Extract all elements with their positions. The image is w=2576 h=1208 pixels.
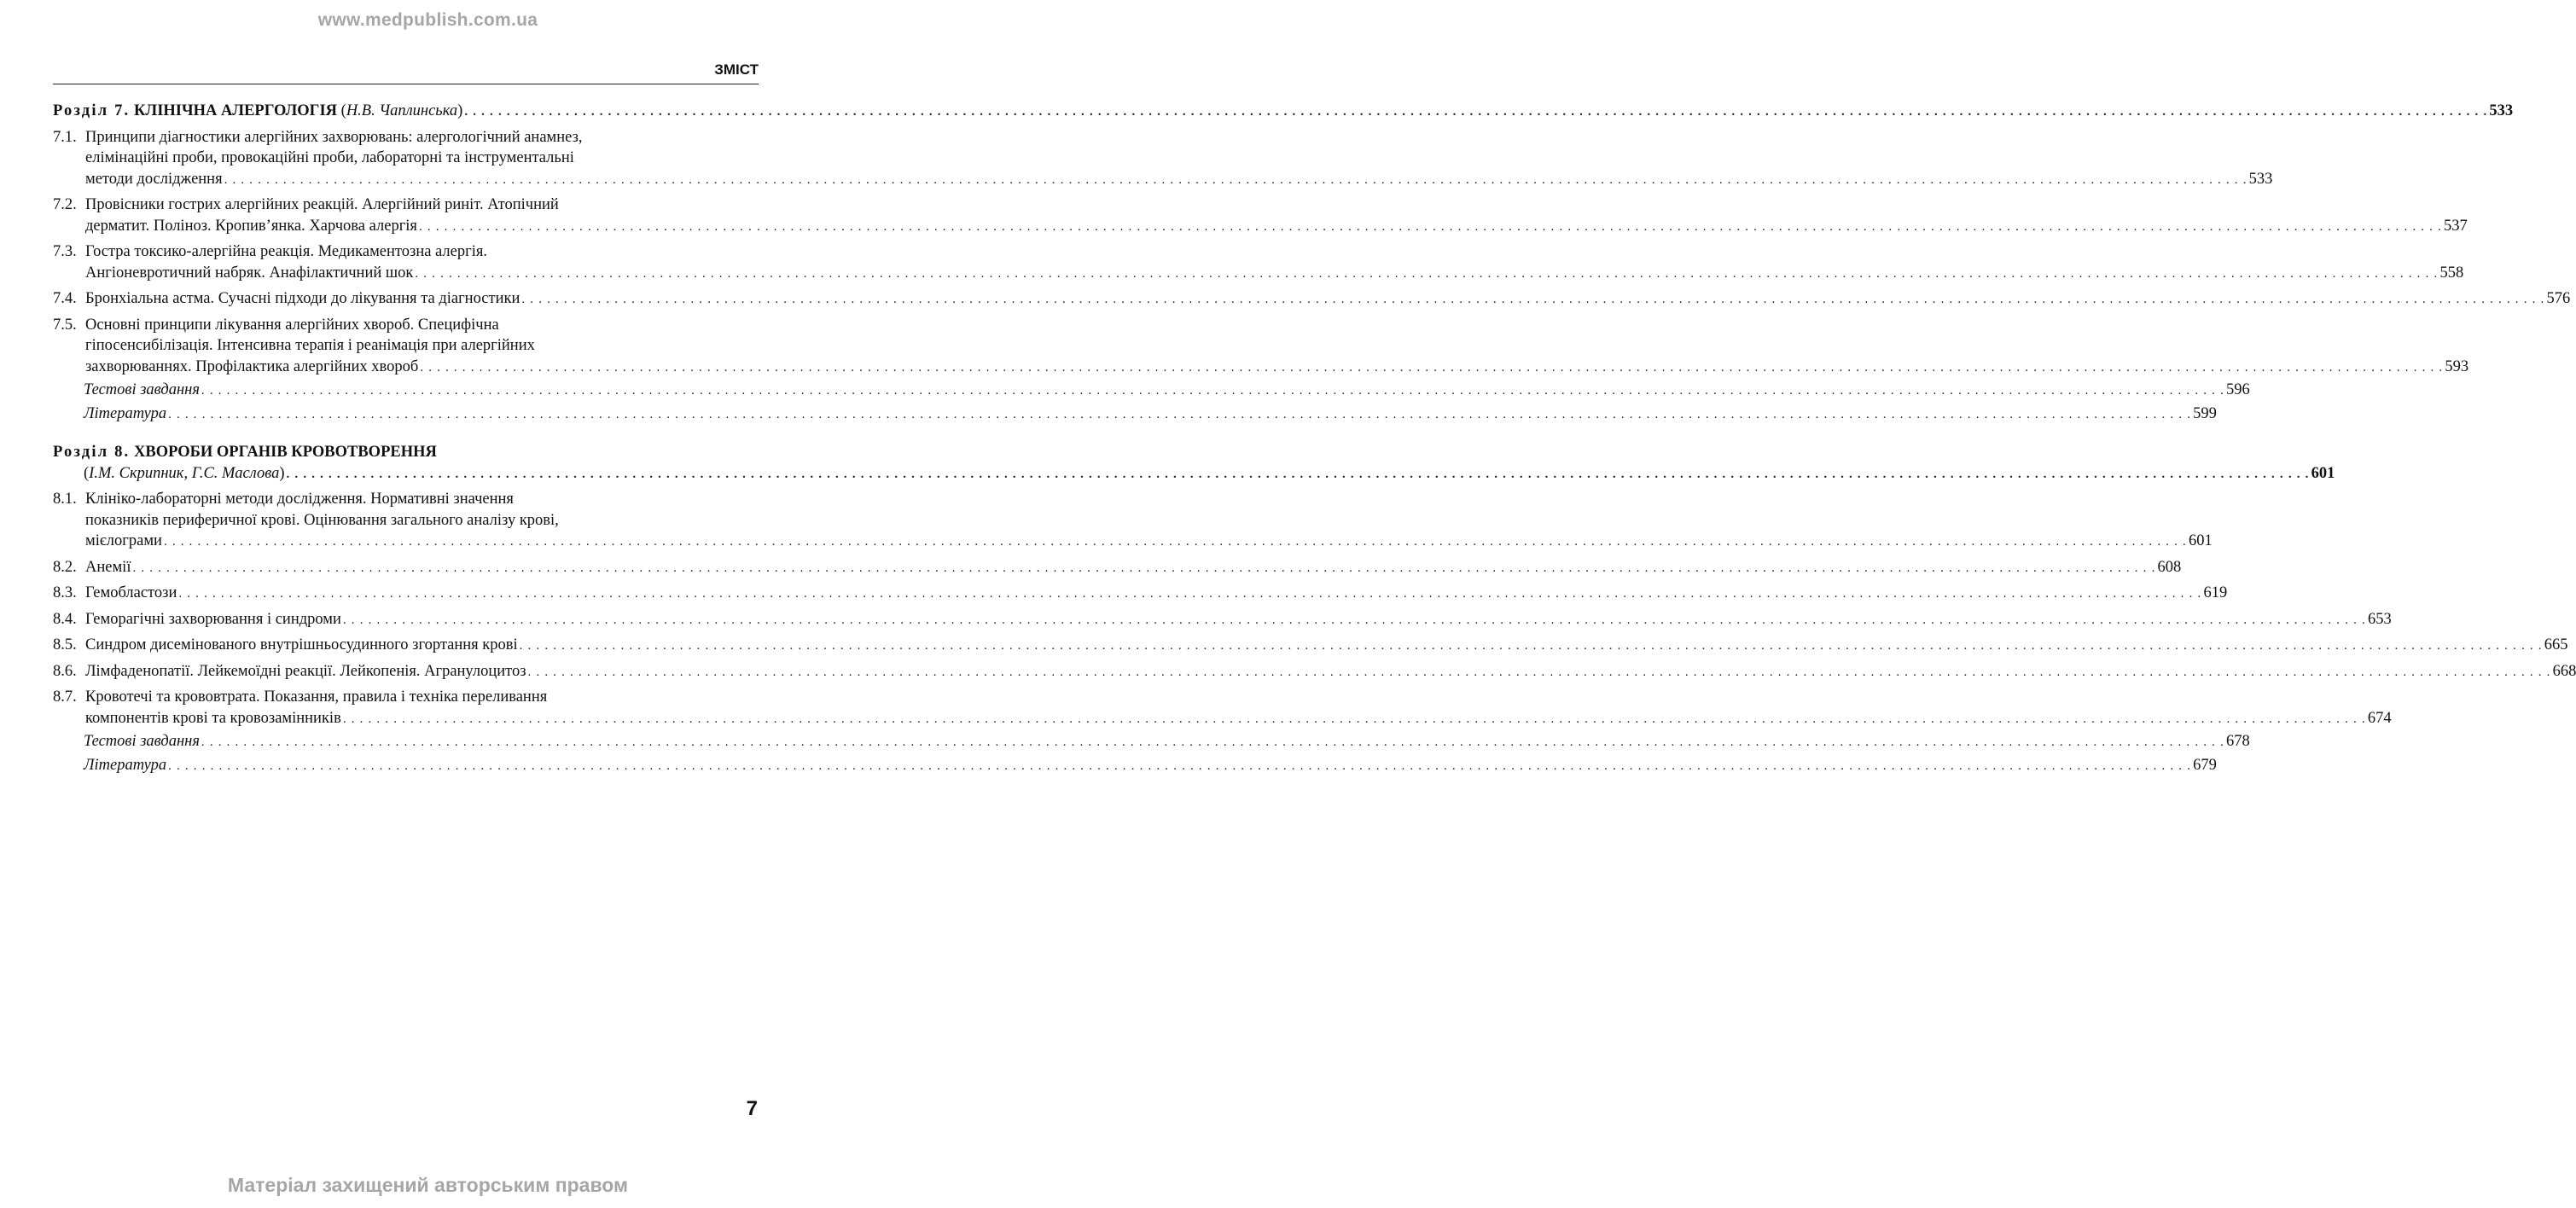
leader-dots xyxy=(419,217,2442,238)
leader-dots xyxy=(224,170,2247,191)
entry-final-line xyxy=(85,288,2570,311)
toc-entry[interactable] xyxy=(53,609,2392,631)
leader-dots xyxy=(521,289,2544,311)
leader-dots xyxy=(168,404,2191,426)
section-7-heading[interactable]: Розділ 7. КЛІНІЧНА АЛЕРГОЛОГІЯ (Н.В. Чаплинська) . . . 533 xyxy=(53,101,759,123)
toc-entry[interactable] xyxy=(53,315,2469,379)
entry-page: 537 xyxy=(2444,217,2468,235)
entry-body xyxy=(85,635,2567,657)
entry-number: 8.4. xyxy=(53,610,77,628)
leader-dots xyxy=(178,584,2201,605)
section-7-entries xyxy=(53,127,2571,379)
entry-final-line xyxy=(85,169,2272,191)
entry-page: 674 xyxy=(2367,709,2392,727)
entry-number: 8.7. xyxy=(53,688,77,706)
toc-entry[interactable] xyxy=(53,557,2182,579)
entry-number: 8.5. xyxy=(53,636,77,653)
toc-entry[interactable] xyxy=(53,635,2568,657)
entry-final-line xyxy=(85,708,2392,730)
entry-body xyxy=(85,127,2272,191)
entry-text-line: методи дослідження xyxy=(85,170,223,188)
entry-final-line xyxy=(85,357,2468,379)
section-gap xyxy=(53,425,759,442)
running-head: ЗМІСТ xyxy=(714,61,759,78)
section-8-tests[interactable] xyxy=(53,731,2250,753)
entry-body xyxy=(85,195,2468,237)
entry-body xyxy=(85,687,2392,729)
entry-final-line xyxy=(85,583,2227,605)
leader-dots xyxy=(287,464,2310,485)
entry-body xyxy=(85,557,2181,579)
section-8-author-line[interactable]: (І.М. Скрипник, Г.С. Маслова) . . . 601 xyxy=(53,463,759,485)
entry-final-line xyxy=(85,661,2576,683)
entry-body xyxy=(85,583,2227,605)
entry-text-line: показників периферичної крові. Оцінювання загального аналізу крові, xyxy=(85,511,559,529)
entry-final-line xyxy=(85,609,2392,631)
section-8-literature[interactable] xyxy=(53,755,2217,777)
leader-dots xyxy=(343,709,2366,730)
entry-page: 558 xyxy=(2439,264,2464,282)
literature-page: 679 xyxy=(2193,756,2217,774)
entry-text-line: Гостра токсико-алергійна реакція. Медикаментозна алергія. xyxy=(85,243,487,260)
toc-entry[interactable] xyxy=(53,127,2273,191)
entry-body xyxy=(85,661,2576,683)
entry-text-line: дерматит. Поліноз. Кропив’янка. Харчова алергія xyxy=(85,217,417,235)
leader-dots xyxy=(132,558,2155,579)
toc-entry[interactable] xyxy=(53,489,2213,553)
entry-text-line: Кровотечі та крововтрата. Показання, правила і техніка переливання xyxy=(85,688,548,706)
entry-number: 8.2. xyxy=(53,558,77,576)
tests-label: Тестові завдання xyxy=(84,381,200,398)
leader-dots xyxy=(168,756,2191,777)
section-7-tests[interactable] xyxy=(53,380,2250,402)
table-of-contents xyxy=(53,101,2576,776)
toc-entry[interactable] xyxy=(53,241,2464,284)
entry-page: 668 xyxy=(2552,662,2576,680)
section-8-title: ХВОРОБИ ОРГАНІВ КРОВОТВОРЕННЯ xyxy=(134,444,437,461)
entry-page: 608 xyxy=(2157,558,2182,576)
entry-page: 653 xyxy=(2367,610,2392,628)
entry-text-line: елімінаційні проби, провокаційні проби, лабораторні та інструментальні xyxy=(85,149,574,166)
toc-entry[interactable] xyxy=(53,661,2576,683)
section-8-label: Розділ 8. xyxy=(53,444,131,461)
entry-number: 7.5. xyxy=(53,316,77,334)
entry-text-line: Провісники гострих алергійних реакцій. Алергійний риніт. Атопічний xyxy=(85,196,559,213)
entry-text-line: Гемобластози xyxy=(85,584,177,601)
section-7-page: 533 xyxy=(2489,102,2514,119)
entry-body xyxy=(85,315,2468,379)
entry-page: 576 xyxy=(2546,290,2571,307)
leader-dots xyxy=(201,732,2224,753)
copyright-watermark: Матеріал захищений авторським правом xyxy=(227,1174,629,1196)
toc-entry[interactable] xyxy=(53,583,2228,605)
entry-number: 7.3. xyxy=(53,243,77,260)
literature-page: 599 xyxy=(2193,404,2217,422)
entry-page: 665 xyxy=(2544,636,2568,653)
entry-body xyxy=(85,288,2570,311)
entry-page: 619 xyxy=(2203,584,2228,601)
entry-number: 7.2. xyxy=(53,196,77,213)
entry-body xyxy=(85,241,2463,284)
leader-dots xyxy=(528,662,2551,683)
entry-number: 8.3. xyxy=(53,584,77,601)
page-number: 7 xyxy=(746,1097,758,1120)
section-8-entries xyxy=(53,489,2576,729)
tests-page: 678 xyxy=(2225,733,2250,750)
entry-text-line: Синдром дисемінованого внутрішньосудинного згортання крові xyxy=(85,636,518,653)
entry-final-line xyxy=(85,216,2468,238)
entry-text-line: Анемії xyxy=(85,558,131,576)
literature-label: Література xyxy=(84,756,167,774)
toc-entry[interactable] xyxy=(53,687,2392,729)
section-7-author: Н.В. Чаплинська xyxy=(346,102,458,119)
entry-text-line: компонентів крові та кровозамінників xyxy=(85,709,341,727)
section-8-author: І.М. Скрипник, Г.С. Маслова xyxy=(89,464,280,482)
leader-dots xyxy=(201,380,2224,402)
section-8-page: 601 xyxy=(2311,464,2335,482)
entry-page: 533 xyxy=(2248,170,2273,188)
entry-number: 8.6. xyxy=(53,662,77,680)
tests-label: Тестові завдання xyxy=(84,733,200,750)
entry-body xyxy=(85,489,2213,553)
entry-final-line xyxy=(85,635,2567,657)
entry-final-line xyxy=(85,263,2463,285)
section-8-heading[interactable] xyxy=(53,442,759,463)
entry-text-line: Геморагічні захворювання і синдроми xyxy=(85,610,341,628)
entry-number: 8.1. xyxy=(53,491,77,508)
leader-dots xyxy=(343,610,2366,631)
tests-page: 596 xyxy=(2225,381,2250,398)
toc-entry[interactable] xyxy=(53,195,2468,237)
entry-page: 593 xyxy=(2445,357,2469,375)
entry-number: 7.4. xyxy=(53,290,77,307)
leader-dots xyxy=(415,264,2438,285)
entry-text-line: Бронхіальна астма. Сучасні підходи до лікування та діагностики xyxy=(85,290,520,307)
leader-dots xyxy=(464,102,2487,123)
toc-entry[interactable] xyxy=(53,288,2571,311)
entry-text-line: Лімфаденопатії. Лейкемоїдні реакції. Лейкопенія. Агранулоцитоз xyxy=(85,662,526,680)
entry-final-line xyxy=(85,557,2181,579)
entry-text-line: Принципи діагностики алергійних захворювань: алергологічний анамнез, xyxy=(85,128,583,146)
leader-dots xyxy=(420,357,2443,379)
entry-text-line: гіпосенсибілізація. Інтенсивна терапія і реанімація при алергійних xyxy=(85,337,535,354)
section-7-label: Розділ 7. xyxy=(53,102,131,119)
entry-text-line: Основні принципи лікування алергійних хвороб. Специфічна xyxy=(85,316,499,334)
entry-final-line xyxy=(85,531,2213,553)
literature-label: Література xyxy=(84,404,167,422)
entry-body xyxy=(85,609,2392,631)
entry-text-line: мієлограми xyxy=(85,532,162,549)
entry-text-line: захворюваннях. Профілактика алергійних хвороб xyxy=(85,357,419,375)
leader-dots xyxy=(164,531,2187,553)
watermark-url: www.medpublish.com.ua xyxy=(317,10,538,30)
entry-page: 601 xyxy=(2189,532,2213,549)
entry-text-line: Клініко-лабораторні методи дослідження. Нормативні значення xyxy=(85,491,514,508)
section-7-literature[interactable] xyxy=(53,404,2217,426)
entry-number: 7.1. xyxy=(53,128,77,146)
entry-text-line: Ангіоневротичний набряк. Анафілактичний шок xyxy=(85,264,414,282)
section-7-title: КЛІНІЧНА АЛЕРГОЛОГІЯ xyxy=(134,102,338,119)
leader-dots xyxy=(520,636,2543,657)
